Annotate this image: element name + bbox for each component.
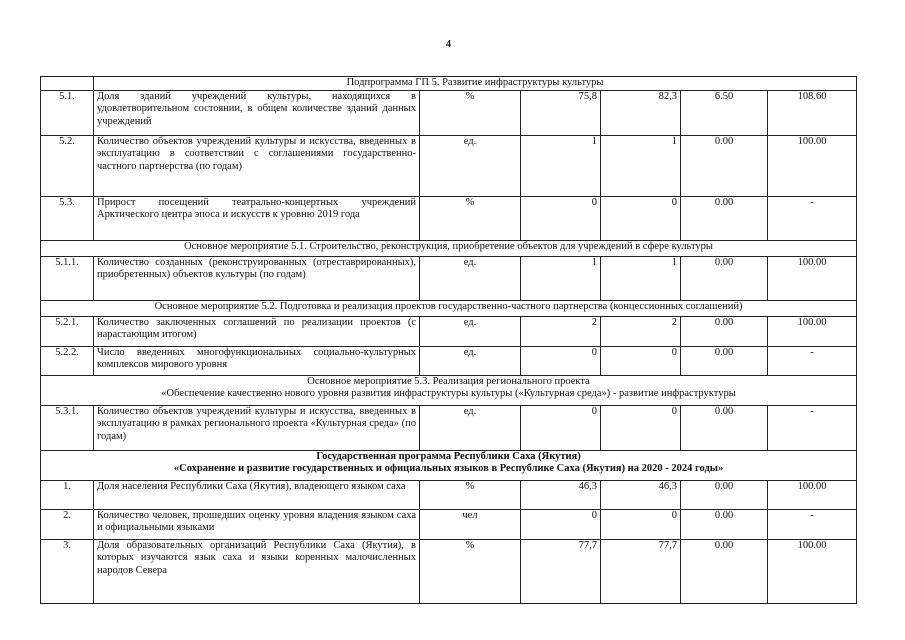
unit: ед. (420, 316, 521, 346)
unit: ед. (420, 346, 521, 375)
table-row (41, 135, 857, 196)
unit: ед. (420, 405, 521, 450)
indicator-name: Количество созданных (реконструированных (отреставрированных), приобретенных) объектов культуры (по годам) (94, 256, 420, 300)
section-title: Подпрограмма ГП 5. Развитие инфраструктуры культуры (94, 77, 857, 91)
section-title-line: «Обеспечение качественно нового уровня развития инфраструктуры культуры («Культурная среда») - развитие инфраструктуры (161, 388, 736, 400)
row-number: 2. (41, 509, 94, 539)
value-percent: - (768, 196, 857, 240)
section-row (41, 77, 857, 91)
value-percent: - (768, 346, 857, 375)
value-fact: 0 (601, 509, 681, 539)
row-number: 1. (41, 480, 94, 509)
value-deviation: 0.00 (681, 316, 768, 346)
value-fact: 0 (601, 346, 681, 375)
value-fact: 0 (601, 196, 681, 240)
value-deviation: 0.00 (681, 135, 768, 196)
table-row (41, 90, 857, 135)
value-percent: 108.60 (768, 90, 857, 135)
indicator-name: Прирост посещений театрально-концертных учреждений Арктического центра эпоса и искусств к уровню 2019 года (94, 196, 420, 240)
row-number: 5.2. (41, 135, 94, 196)
value-percent: 100.00 (768, 135, 857, 196)
row-number: 3. (41, 539, 94, 603)
value-percent: - (768, 509, 857, 539)
value-fact: 77,7 (601, 539, 681, 603)
value-fact: 2 (601, 316, 681, 346)
value-fact: 0 (601, 405, 681, 450)
section-title (41, 375, 857, 405)
page-number: 4 (446, 39, 451, 50)
table-row (41, 316, 857, 346)
value-deviation: 0.00 (681, 509, 768, 539)
value-deviation: 6.50 (681, 90, 768, 135)
indicators-table (40, 76, 857, 604)
value-deviation: 0.00 (681, 196, 768, 240)
value-plan: 2 (521, 316, 601, 346)
value-plan: 0 (521, 509, 601, 539)
unit: % (420, 480, 521, 509)
row-number: 5.3.1. (41, 405, 94, 450)
value-plan: 0 (521, 196, 601, 240)
indicator-name: Количество человек, прошедших оценку уровня владения языком саха и официальными языками (94, 509, 420, 539)
value-deviation: 0.00 (681, 256, 768, 300)
indicator-name: Доля населения Республики Саха (Якутия), владеющего языком саха (94, 480, 420, 509)
section-title-line: Государственная программа Республики Саха (Якутия) (316, 450, 581, 462)
row-number: 5.1. (41, 90, 94, 135)
section-title-line: «Сохранение и развитие государственных и официальных языков в Республике Саха (Якутия) на 2020 - 2024 годы» (173, 463, 724, 475)
value-fact: 1 (601, 256, 681, 300)
table-row (41, 509, 857, 539)
indicator-name: Число введенных многофункциональных социально-культурных комплексов мирового уровня (94, 346, 420, 375)
section-row (41, 240, 857, 256)
value-percent: - (768, 405, 857, 450)
table-row (41, 346, 857, 375)
row-number: 5.1.1. (41, 256, 94, 300)
value-percent: 100.00 (768, 480, 857, 509)
row-number: 5.3. (41, 196, 94, 240)
section-title-line: Основное мероприятие 5.3. Реализация регионального проекта (307, 375, 590, 387)
indicator-name: Количество объектов учреждений культуры и искусства, введенных в эксплуатацию в рамках регионального проекта «Культурная среда» (по годам) (94, 405, 420, 450)
indicator-name: Доля зданий учреждений культуры, находящихся в удовлетворительном состоянии, в общем количестве зданий данных учреждений (94, 90, 420, 135)
indicator-name: Количество заключенных соглашений по реализации проектов (с нарастающим итогом) (94, 316, 420, 346)
unit: % (420, 196, 521, 240)
value-deviation: 0.00 (681, 346, 768, 375)
section-title: Основное мероприятие 5.2. Подготовка и реализация проектов государственно-частного партнерства (концессионных соглашений) (41, 300, 857, 316)
row-number: 5.2.2. (41, 346, 94, 375)
value-deviation: 0.00 (681, 480, 768, 509)
section-title: Основное мероприятие 5.1. Строительство, реконструкция, приобретение объектов для учреждений в сфере культуры (41, 240, 857, 256)
table-row (41, 256, 857, 300)
value-plan: 46,3 (521, 480, 601, 509)
table-row (41, 405, 857, 450)
unit: % (420, 539, 521, 603)
value-percent: 100.00 (768, 539, 857, 603)
table-cell (41, 77, 94, 91)
section-row (41, 375, 857, 405)
value-plan: 0 (521, 405, 601, 450)
indicator-name: Доля образовательных организаций Республики Саха (Якутия), в которых изучаются язык саха и языки коренных малочисленных народов Севера (94, 539, 420, 603)
unit: ед. (420, 256, 521, 300)
section-title (41, 450, 857, 480)
value-fact: 1 (601, 135, 681, 196)
unit: чел (420, 509, 521, 539)
indicator-name: Количество объектов учреждений культуры и искусства, введенных в эксплуатацию в соответствии с соглашениями государственно-частного партнерства (по годам) (94, 135, 420, 196)
row-number: 5.2.1. (41, 316, 94, 346)
value-plan: 0 (521, 346, 601, 375)
value-plan: 75,8 (521, 90, 601, 135)
value-plan: 77,7 (521, 539, 601, 603)
section-row (41, 450, 857, 480)
table-row (41, 196, 857, 240)
table-row (41, 480, 857, 509)
value-plan: 1 (521, 135, 601, 196)
table-row (41, 539, 857, 603)
value-deviation: 0.00 (681, 539, 768, 603)
value-percent: 100.00 (768, 256, 857, 300)
unit: ед. (420, 135, 521, 196)
value-percent: 100.00 (768, 316, 857, 346)
section-row (41, 300, 857, 316)
value-plan: 1 (521, 256, 601, 300)
value-fact: 82,3 (601, 90, 681, 135)
unit: % (420, 90, 521, 135)
value-deviation: 0.00 (681, 405, 768, 450)
value-fact: 46,3 (601, 480, 681, 509)
